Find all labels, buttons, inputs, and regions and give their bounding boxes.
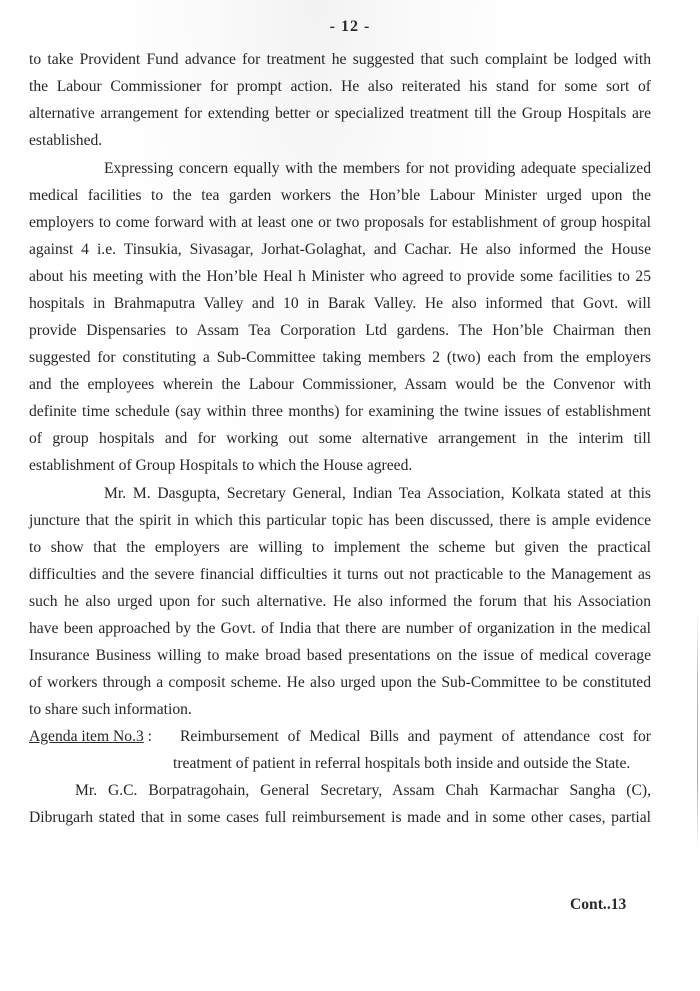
text-line: juncture that the spirit in which this particular topic has been discussed, there is ample evidence — [29, 512, 651, 529]
scan-edge-shadow — [697, 610, 698, 850]
text-line: provide Dispensaries to Assam Tea Corporation Ltd gardens. The Hon’ble Chairman then — [29, 322, 651, 339]
text-line: of group hospitals and for working out some alternative arrangement in the interim till — [29, 430, 651, 447]
text-line: alternative arrangement for extending better or specialized treatment till the Group Hospitals are — [29, 105, 651, 122]
text-line: Mr. M. Dasgupta, Secretary General, Indian Tea Association, Kolkata stated at this — [104, 485, 651, 502]
text-line: established. — [29, 132, 103, 149]
text-line: Expressing concern equally with the members for not providing adequate specialized — [104, 160, 651, 177]
agenda-title-line: treatment of patient in referral hospitals both inside and outside the State. — [173, 755, 631, 772]
text-line: difficulties and the severe financial difficulties it turns out not practicable to the Management as — [29, 566, 651, 583]
text-line: Mr. G.C. Borpatragohain, General Secretary, Assam Chah Karmachar Sangha (C), — [75, 782, 651, 799]
text-line: medical facilities to the tea garden workers the Hon’ble Labour Minister urged upon the — [29, 187, 651, 204]
text-line: suggested for constituting a Sub-Committee taking members 2 (two) each from the employers — [29, 349, 651, 366]
continuation-marker: Cont..13 — [570, 896, 627, 913]
text-line: to show that the employers are willing to implement the scheme but given the practical — [29, 539, 651, 556]
text-line: establishment of Group Hospitals to which the House agreed. — [29, 457, 413, 474]
text-line: about his meeting with the Hon’ble Heal h Minister who agreed to provide some facilities to 25 — [29, 268, 651, 285]
text-line: hospitals in Brahmaputra Valley and 10 in Barak Valley. He also informed that Govt. will — [29, 295, 651, 312]
text-line: such he also urged upon for such alternative. He also informed the forum that his Association — [29, 593, 651, 610]
text-line: Insurance Business willing to make broad based presentations on the issue of medical coverage — [29, 647, 651, 664]
agenda-separator: : — [143, 728, 152, 745]
text-line: definite time schedule (say within three months) for examining the twine issues of establishment — [29, 403, 651, 420]
text-line: of workers through a composit scheme. He also urged upon the Sub-Committee to be constituted — [29, 674, 651, 691]
text-line: employers to come forward with at least one or two proposals for establishment of group hospital — [29, 214, 651, 231]
text-line: Dibrugarh stated that in some cases full reimbursement is made and in some other cases, partial — [29, 809, 651, 826]
text-line: to share such information. — [29, 701, 192, 718]
text-line: to take Provident Fund advance for treatment he suggested that such complaint be lodged with — [29, 51, 651, 68]
text-line: against 4 i.e. Tinsukia, Sivasagar, Jorhat-Golaghat, and Cachar. He also informed the House — [29, 241, 651, 258]
agenda-label: Agenda item No.3 — [29, 728, 144, 745]
text-line: and the employees wherein the Labour Commissioner, Assam would be the Convenor with — [29, 376, 651, 393]
agenda-title-line: Reimbursement of Medical Bills and payment of attendance cost for — [180, 728, 651, 745]
text-line: the Labour Commissioner for prompt action. He also reiterated his stand for some sort of — [29, 78, 651, 95]
agenda-heading — [29, 727, 169, 747]
text-line: have been approached by the Govt. of India that there are number of organization in the medical — [29, 620, 651, 637]
page-number: - 12 - — [329, 18, 371, 35]
